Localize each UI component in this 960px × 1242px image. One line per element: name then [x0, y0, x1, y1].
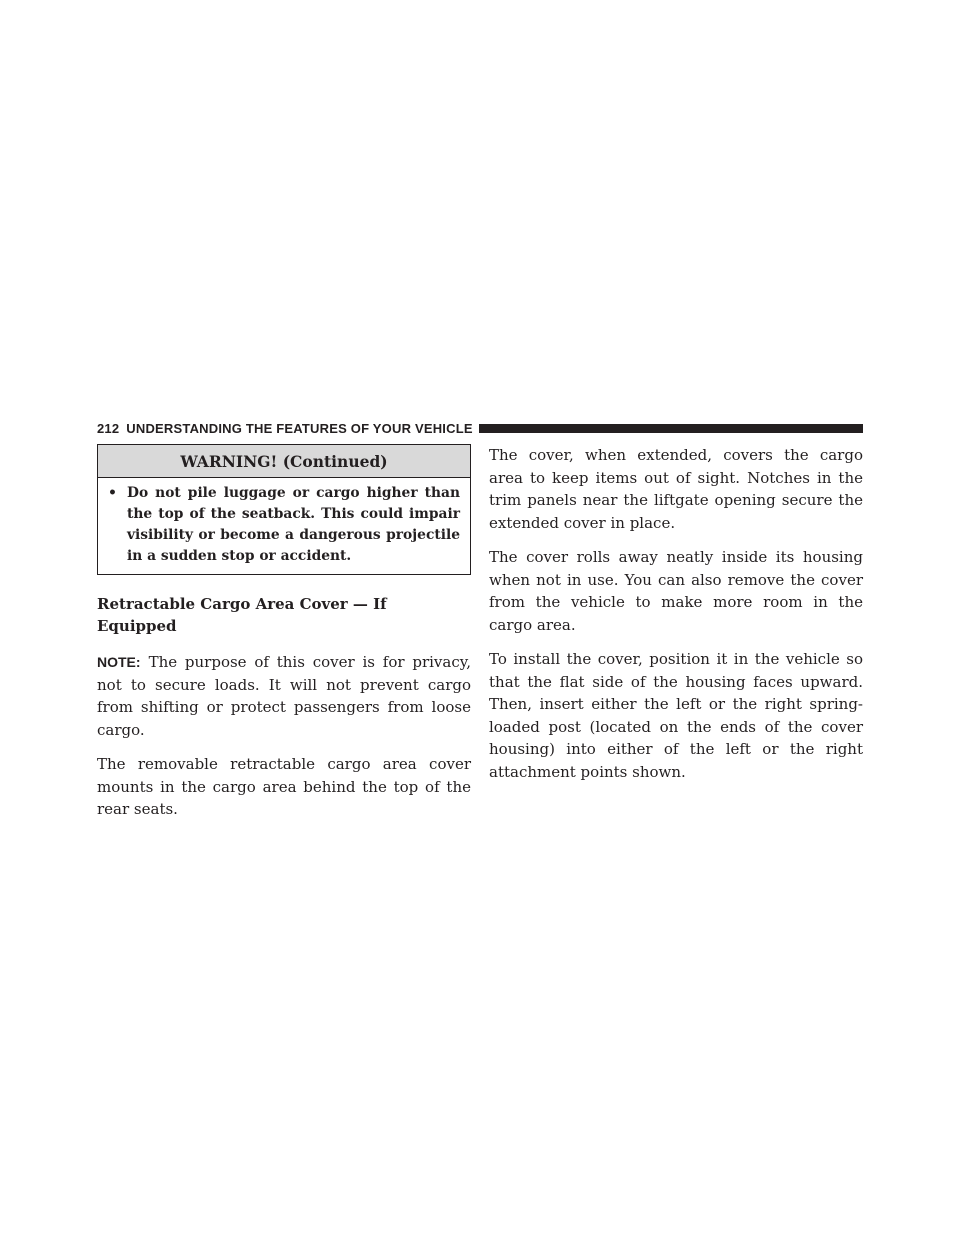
body-paragraph: The cover, when extended, covers the cargo area to keep items out of sight. Notches in the trim panels near the liftgate opening secure the extended cover in place. [489, 446, 863, 532]
body-paragraph: The cover rolls away neatly inside its housing when not in use. You can also remove the cover from the vehicle to make more room in the cargo area. [489, 548, 863, 634]
note-text: The purpose of this cover is for privacy, not to secure loads. It will not prevent cargo from shifting or protect passengers from loose cargo. [97, 653, 471, 739]
section-title: UNDERSTANDING THE FEATURES OF YOUR VEHICLE [126, 420, 473, 436]
warning-box [97, 444, 471, 575]
right-column [489, 444, 863, 783]
section-heading: Retractable Cargo Area Cover — If Equipped [97, 595, 387, 635]
bullet-icon: • [108, 485, 117, 501]
note-paragraph [97, 651, 471, 741]
note-label: NOTE: [97, 654, 141, 670]
page-header [97, 418, 863, 438]
body-paragraph: To install the cover, position it in the vehicle so that the flat side of the housing faces upward. Then, insert either the left or the right spring-loaded post (located on the ends of the cover housing) into either of the left or the right attachment points shown. [489, 650, 863, 781]
warning-title: WARNING! (Continued) [98, 445, 470, 478]
warning-body [98, 478, 470, 574]
warning-text: Do not pile luggage or cargo higher than the top of the seatback. This could impair visibility or become a dangerous projectile in a sudden stop or accident. [127, 485, 460, 564]
page-number: 212 [97, 420, 120, 436]
header-rule [479, 424, 863, 433]
body-paragraph: The removable retractable cargo area cover mounts in the cargo area behind the top of the rear seats. [97, 755, 471, 818]
left-column [97, 444, 471, 821]
